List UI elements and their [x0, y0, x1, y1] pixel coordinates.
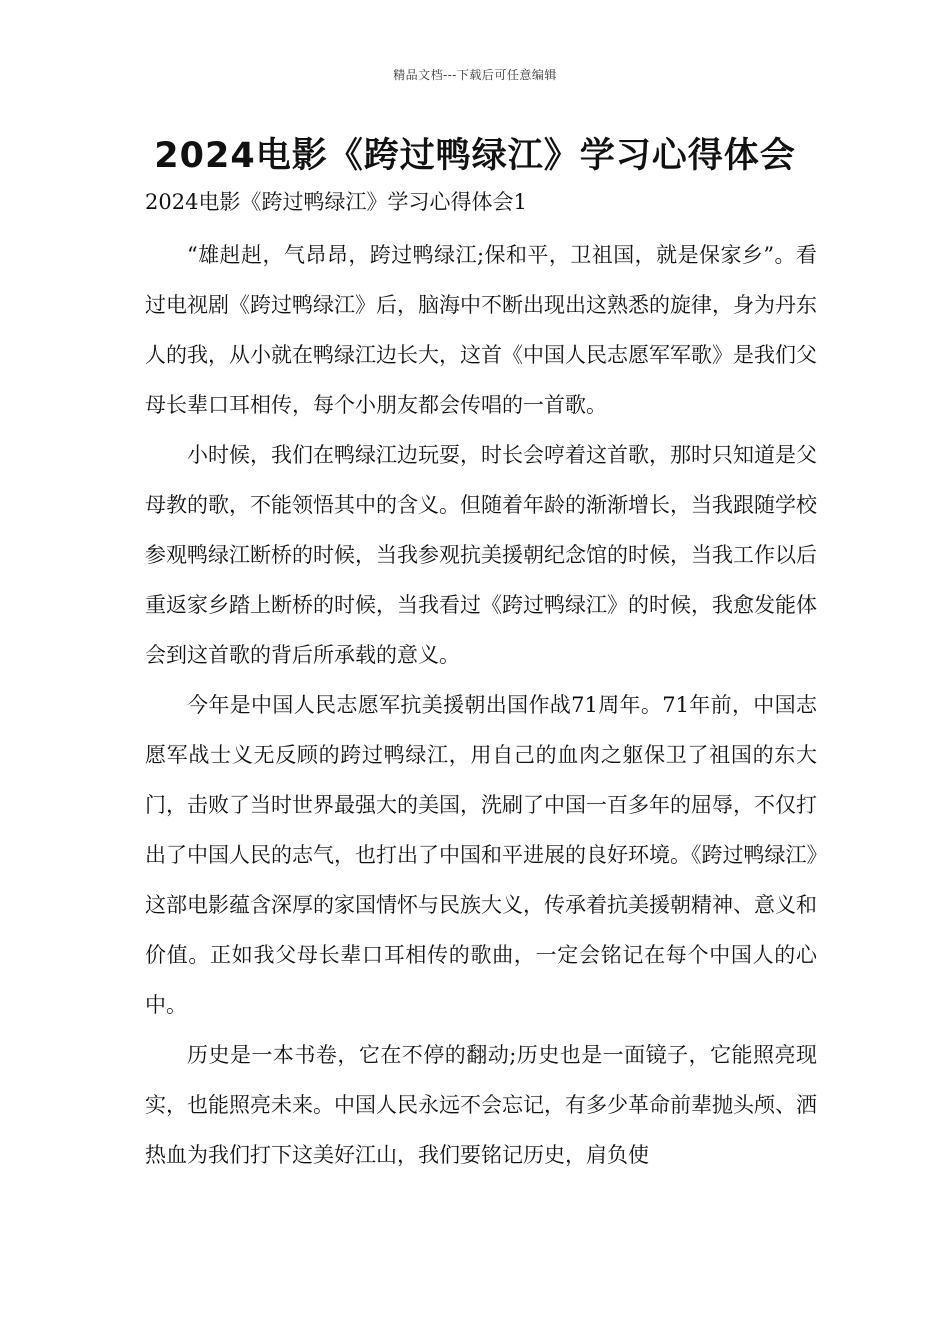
paragraph-1: “雄赳赳，气昂昂，跨过鸭绿江;保和平，卫祖国，就是保家乡”。看过电视剧《跨过鸭绿江》后，脑海中不断出现出这熟悉的旋律，身为丹东人的我，从小就在鸭绿江边长大，这首《中国人民志愿军军歌》是我们父母长辈口耳相传，每个小朋友都会传唱的一首歌。: [145, 243, 817, 417]
paragraph-4: 历史是一本书卷，它在不停的翻动;历史也是一面镜子，它能照亮现实，也能照亮未来。中国人民永远不会忘记，有多少革命前辈抛头颅、洒热血为我们打下这美好江山，我们要铭记历史，肩负使: [145, 1043, 817, 1167]
header-note: 精品文档---下载后可任意编辑: [393, 68, 557, 82]
paragraph-3: 今年是中国人民志愿军抗美援朝出国作战71周年。71年前，中国志愿军战士义无反顾的跨过鸭绿江，用自己的血肉之躯保卫了祖国的东大门，击败了当时世界最强大的美国，洗刷了中国一百多年的屈辱，不仅打出了中国人民的志气，也打出了中国和平进展的良好环境。《跨过鸭绿江》这部电影蕴含深厚的家国情怀与民族大义，传承着抗美援朝精神、意义和价值。正如我父母长辈口耳相传的歌曲，一定会铭记在每个中国人的心中。: [145, 693, 817, 1017]
document-body: [145, 182, 817, 1180]
document-title: 2024电影《跨过鸭绿江》学习心得体会: [154, 136, 796, 176]
paragraph-2: 小时候，我们在鸭绿江边玩耍，时长会哼着这首歌，那时只知道是父母教的歌，不能领悟其中的含义。但随着年龄的渐渐增长，当我跟随学校参观鸭绿江断桥的时候，当我参观抗美援朝纪念馆的时候，当我工作以后重返家乡踏上断桥的时候，当我看过《跨过鸭绿江》的时候，我愈发能体会到这首歌的背后所承载的意义。: [145, 443, 817, 667]
section-subtitle: 2024电影《跨过鸭绿江》学习心得体会1: [145, 190, 527, 214]
